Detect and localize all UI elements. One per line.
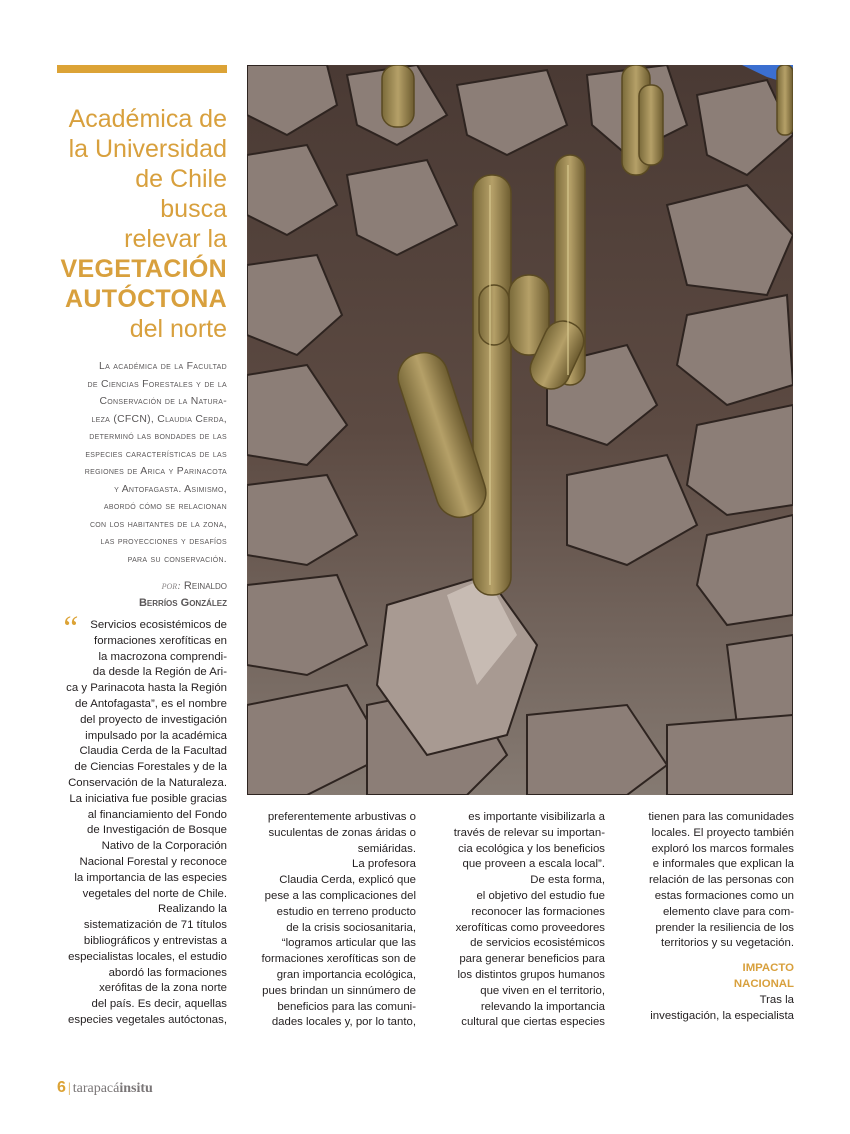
- headline-line: del norte: [129, 315, 227, 343]
- body-line: “logramos articular que las: [281, 937, 416, 950]
- body-line: pues brindan un sinnúmero de: [262, 984, 416, 997]
- body-line: La iniciativa fue posible gracias: [69, 792, 227, 805]
- intro-line: regiones de Arica y Parinacota: [84, 466, 227, 477]
- body-line: La profesora: [352, 858, 416, 871]
- body-line: Claudia Cerda de la Facultad: [79, 745, 227, 758]
- intro-line: abordó cómo se relacionan: [103, 501, 227, 512]
- body-line: bibliográficos y entrevistas a: [83, 934, 227, 947]
- body-line: gran importancia ecológica,: [276, 968, 416, 981]
- body-line: locales. El proyecto también: [651, 826, 794, 839]
- body-line: xerófitas de la zona norte: [99, 982, 227, 995]
- author-first-name: Reinaldo: [183, 580, 227, 592]
- accent-bar: [57, 65, 227, 73]
- intro-lead: [48, 358, 227, 568]
- byline: [60, 578, 227, 612]
- cactus-photo: [247, 65, 793, 795]
- body-line: especies vegetales autóctonas,: [68, 1013, 227, 1026]
- intro-line: de Ciencias Forestales y de la: [87, 378, 227, 390]
- body-line: Servicios ecosistémicos de: [90, 619, 227, 631]
- body-line: que proveen a escala local”.: [462, 858, 605, 871]
- body-line: Claudia Cerda, explicó que: [279, 874, 416, 887]
- body-line: través de relevar su importan-: [453, 826, 605, 839]
- brand-name-regular: tarapacá: [72, 1081, 120, 1096]
- intro-line: para su conservación.: [127, 553, 227, 565]
- headline-line: Académica de: [68, 105, 227, 133]
- headline-bold-line: AUTÓCTONA: [65, 285, 227, 313]
- intro-line: leza (CFCN), Claudia Cerda,: [91, 413, 227, 425]
- body-line: exploró los marcos formales: [651, 842, 794, 855]
- body-line: la importancia de las especies: [74, 871, 227, 884]
- brand-name-bold: insitu: [119, 1081, 153, 1096]
- body-column-1: [55, 618, 227, 1029]
- body-line: del proyecto de investigación: [80, 713, 227, 726]
- body-line: Conservación de la Naturaleza.: [68, 776, 227, 789]
- headline-line: relevar la: [124, 225, 227, 253]
- section-subhead: [626, 961, 794, 993]
- intro-line: determinó las bondades de las: [89, 431, 227, 442]
- body-line: formaciones xerofíticas en: [94, 634, 227, 647]
- body-line: Realizando la: [157, 903, 227, 916]
- body-line: de la crisis sociosanitaria,: [286, 921, 416, 934]
- body-line: De esta forma,: [530, 874, 605, 887]
- intro-line: Conservación de la Natura-: [99, 396, 227, 407]
- intro-line: especies características de las: [85, 448, 227, 460]
- body-line: que viven en el territorio,: [480, 984, 605, 997]
- body-line: elemento clave para com-: [662, 905, 794, 918]
- body-line: relación de las personas con: [648, 874, 794, 887]
- body-line: estas formaciones como un: [654, 889, 794, 902]
- body-line: investigación, la especialista: [650, 1009, 794, 1022]
- body-line: territorios y su vegetación.: [661, 937, 794, 950]
- footer-separator: |: [67, 1081, 71, 1096]
- body-line: Nativo de la Corporación: [101, 840, 227, 853]
- body-line: cultural que ciertas especies: [461, 1016, 605, 1029]
- body-line: semiáridas.: [357, 842, 416, 855]
- body-line: del país. Es decir, aquellas: [91, 998, 227, 1011]
- body-column-4: [626, 810, 794, 1024]
- headline-line: la Universidad: [68, 135, 227, 163]
- intro-line: La académica de la Facultad: [99, 361, 227, 372]
- headline: [40, 104, 227, 344]
- headline-bold-line: VEGETACIÓN: [60, 255, 227, 283]
- intro-line: y Antofagasta. Asimismo,: [114, 483, 227, 495]
- body-line: pese a las complicaciones del: [264, 889, 416, 902]
- body-line: xerofíticas como proveedores: [455, 921, 605, 934]
- body-line: para generar beneficios para: [459, 953, 605, 966]
- body-line: e informales que explican la: [652, 858, 794, 871]
- body-line: la macrozona comprendi-: [98, 650, 227, 663]
- body-line: ca y Parinacota hasta la Región: [66, 682, 227, 695]
- intro-line: con los habitantes de la zona,: [89, 518, 227, 530]
- page-number: 6: [57, 1079, 66, 1096]
- body-line: abordó las formaciones: [108, 966, 227, 979]
- body-line: da desde la Región de Ari-: [92, 666, 227, 679]
- headline-line: de Chile: [135, 165, 227, 193]
- body-line: prender la resiliencia de los: [655, 921, 794, 934]
- body-line: vegetales del norte de Chile.: [82, 887, 227, 900]
- body-column-2: [246, 810, 416, 1031]
- body-line: especialistas locales, el estudio: [68, 950, 227, 963]
- body-line: cia ecológica y los beneficios: [458, 842, 605, 855]
- body-line: de servicios ecosistémicos: [470, 937, 605, 950]
- body-line: de Antofagasta”, es el nombre: [75, 697, 227, 710]
- body-line: suculentas de zonas áridas o: [268, 826, 416, 839]
- body-line: de Ciencias Forestales y de la: [74, 761, 227, 774]
- byline-prefix: por:: [161, 580, 181, 592]
- body-line: beneficios para las comuni-: [277, 1000, 416, 1013]
- body-line: Nacional Forestal y reconoce: [79, 855, 227, 868]
- body-line: reconocer las formaciones: [471, 905, 605, 918]
- body-line: formaciones xerofíticas son de: [261, 953, 416, 966]
- body-line: el objetivo del estudio fue: [476, 889, 605, 902]
- body-line: dades locales y, por lo tanto,: [271, 1016, 416, 1029]
- page-footer: [57, 1079, 153, 1097]
- body-line: los distintos grupos humanos: [457, 968, 605, 981]
- body-line: impulsado por la académica: [85, 729, 227, 742]
- body-line: preferentemente arbustivas o: [267, 811, 416, 823]
- body-line: relevando la importancia: [480, 1000, 605, 1013]
- body-line: de Investigación de Bosque: [87, 824, 227, 837]
- body-line: sistematización de 71 títulos: [83, 919, 227, 932]
- body-line: tienen para las comunidades: [648, 811, 794, 823]
- headline-line: busca: [160, 195, 227, 223]
- body-line: Tras la: [759, 993, 794, 1006]
- body-line: es importante visibilizarla a: [468, 811, 605, 823]
- body-line: estudio en terreno producto: [276, 905, 416, 918]
- body-column-3: [436, 810, 605, 1031]
- body-line: al financiamiento del Fondo: [87, 808, 227, 821]
- opening-quote-mark: “: [60, 610, 79, 647]
- subhead-line: NACIONAL: [733, 977, 794, 990]
- subhead-line: IMPACTO: [742, 962, 794, 975]
- intro-line: las proyecciones y desafíos: [100, 536, 227, 547]
- author-last-name: Berríos González: [138, 597, 227, 609]
- cactus-photo-illustration: [247, 65, 793, 795]
